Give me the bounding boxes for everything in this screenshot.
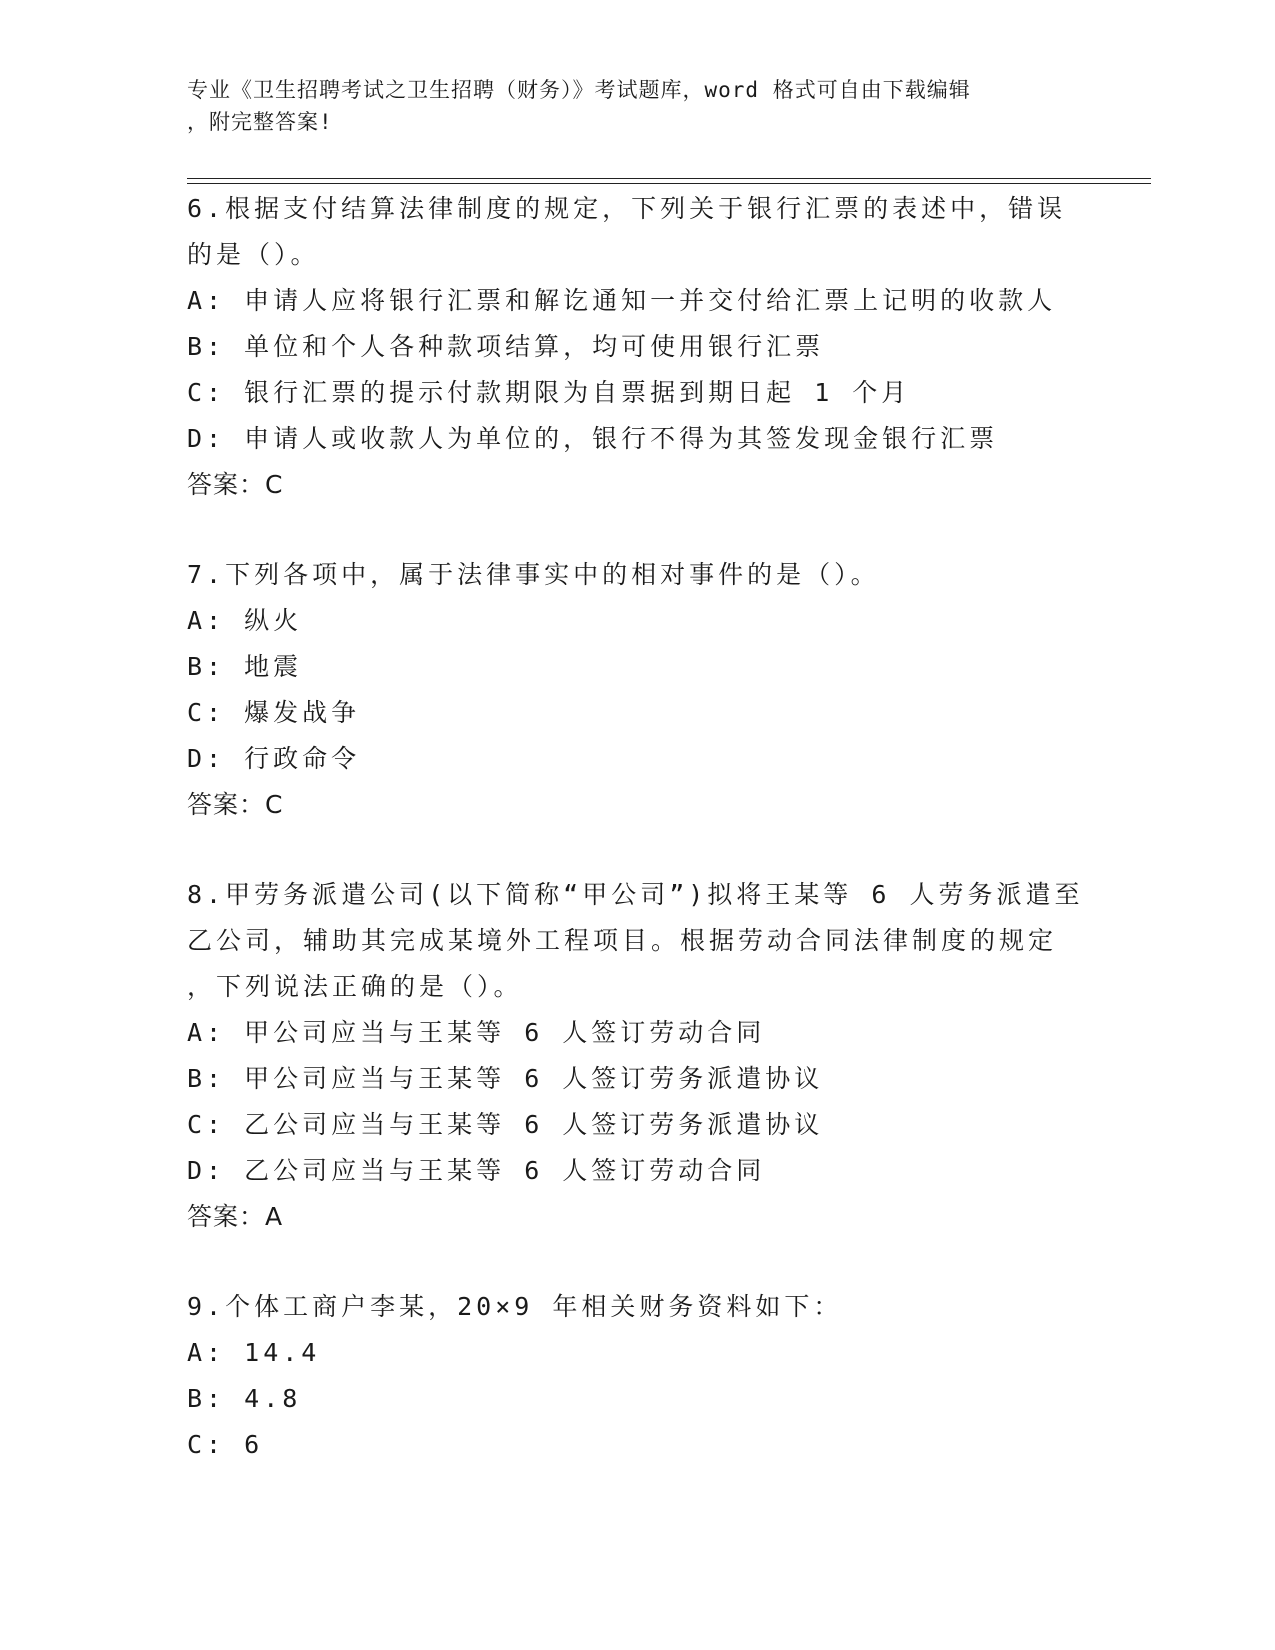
question-stem: 9.个体工商户李某，20×9 年相关财务资料如下： [187,1292,843,1321]
option-c: C: 爆发战争 [187,698,361,727]
question-9 [187,1284,1087,1468]
question-stem: 6.根据支付结算法律制度的规定，下列关于银行汇票的表述中，错误 [187,194,1067,223]
question-list [187,186,1087,1468]
header-divider-bottom [187,183,1151,184]
option-c: C: 6 [187,1430,264,1459]
option-b: B: 单位和个人各种款项结算，均可使用银行汇票 [187,332,825,361]
option-a: A: 申请人应将银行汇票和解讫通知一并交付给汇票上记明的收款人 [187,286,1057,315]
option-b: B: 甲公司应当与王某等 6 人签订劳务派遣协议 [187,1064,824,1093]
answer: 答案：C [187,790,284,819]
question-6 [187,186,1087,508]
option-c: C: 银行汇票的提示付款期限为自票据到期日起 1 个月 [187,378,911,407]
header-line-2: ，附完整答案! [187,110,333,134]
option-a: A: 14.4 [187,1338,321,1367]
answer: 答案：A [187,1202,284,1231]
question-stem: 乙公司，辅助其完成某境外工程项目。根据劳动合同法律制度的规定 [187,926,1058,955]
option-a: A: 纵火 [187,606,303,635]
header-line-1: 专业《卫生招聘考试之卫生招聘（财务）》考试题库，word 格式可自由下载编辑 [187,78,971,102]
option-b: B: 地震 [187,652,303,681]
option-d: D: 申请人或收款人为单位的，银行不得为其签发现金银行汇票 [187,424,999,453]
question-stem: 7.下列各项中，属于法律事实中的相对事件的是（）。 [187,560,880,589]
question-stem: ，下列说法正确的是（）。 [187,972,523,1001]
option-b: B: 4.8 [187,1384,302,1413]
option-d: D: 乙公司应当与王某等 6 人签订劳动合同 [187,1156,766,1185]
question-stem: 的是（）。 [187,240,320,269]
question-stem: 8.甲劳务派遣公司(以下简称“甲公司”)拟将王某等 6 人劳务派遣至 [187,880,1084,909]
question-7 [187,552,1087,828]
question-8 [187,872,1087,1240]
option-d: D: 行政命令 [187,744,361,773]
option-a: A: 甲公司应当与王某等 6 人签订劳动合同 [187,1018,766,1047]
answer: 答案：C [187,470,284,499]
header-divider-top [187,178,1151,179]
document-header [187,74,1067,138]
option-c: C: 乙公司应当与王某等 6 人签订劳务派遣协议 [187,1110,824,1139]
